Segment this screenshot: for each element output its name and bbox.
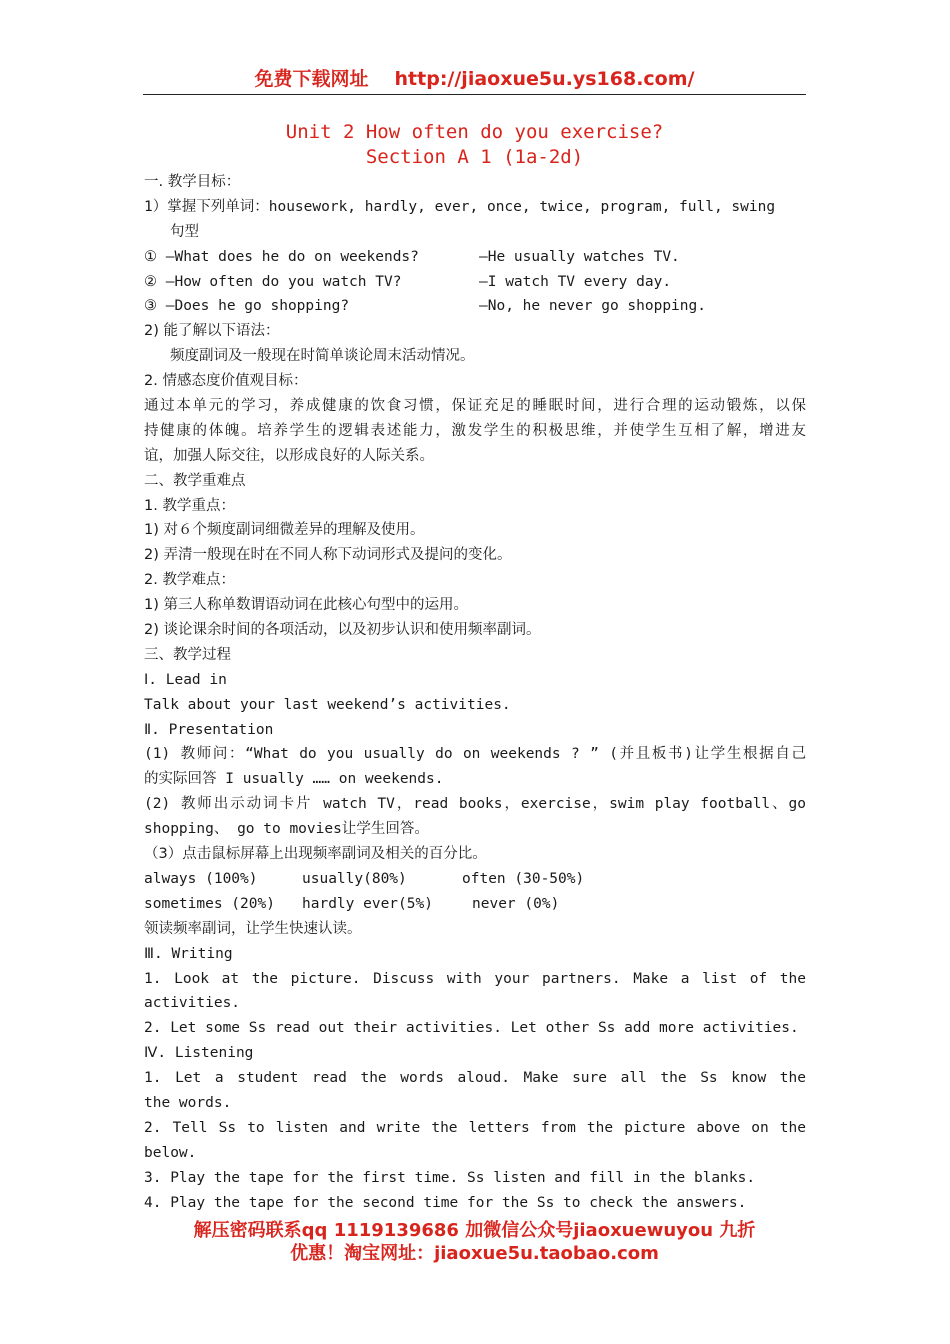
text-line: (1) 教师问：“What do you usually do on weekends ? ” (并且板书)让学生根据自己 [144, 746, 806, 763]
text-line: 1) 对６个频度副词细微差异的理解及使用。 [144, 522, 425, 539]
pattern-answer: —He usually watches TV. [479, 248, 680, 265]
step-heading: Ⅰ. Lead in [144, 671, 227, 688]
text-line: shopping、 go to movies让学生回答。 [144, 821, 429, 838]
text-line: below. [144, 1144, 197, 1161]
text-line: 2. Let some Ss read out their activities. Let other Ss add more activities. [144, 1020, 799, 1037]
document-subtitle: Section A 1 (1a-2d) [365, 146, 584, 168]
text-line: 领读频率副词，让学生快速认读。 [144, 920, 362, 937]
step-heading: Ⅱ. Presentation [144, 721, 274, 738]
text-line: 2) 谈论课余时间的各项活动，以及初步认识和使用频率副词。 [144, 622, 541, 639]
frequency-item: usually(80%) [302, 870, 407, 887]
frequency-item: never (0%) [472, 895, 560, 912]
pattern-question: ① —What does he do on weekends? [144, 248, 419, 265]
text-line: the words. [144, 1094, 232, 1111]
section-heading: 三、教学过程 [144, 646, 231, 663]
text-line: 1. Look at the picture. Discuss with your partners. Make a list of the [144, 970, 806, 987]
text-line: 持健康的体魄。培养学生的逻辑表述能力，激发学生的积极思维，并使学生互相了解，增进友 [144, 422, 806, 439]
document-title: Unit 2 How often do you exercise? [285, 121, 664, 143]
text-line: activities. [144, 995, 241, 1012]
header-divider [143, 94, 806, 95]
footer-promo-line1: 解压密码联系qq 1119139686 加微信公众号jiaoxuewuyou 九折 [193, 1220, 756, 1241]
sentence-pattern-row [144, 245, 806, 270]
page-header [143, 66, 806, 92]
text-line: 2) 能了解以下语法： [144, 323, 280, 340]
text-line: 通过本单元的学习，养成健康的饮食习惯，保证充足的睡眠时间，进行合理的运动锻炼，以保 [144, 398, 806, 415]
text-line: 1. 教学重点： [144, 497, 235, 514]
text-line: 句型 [170, 223, 199, 240]
text-line: 一. 教学目标： [144, 174, 241, 190]
footer-promo-line2: 优惠！淘宝网址：jiaoxue5u.taobao.com [290, 1243, 659, 1264]
step-heading: Ⅲ. Writing [144, 945, 233, 962]
header-url-link[interactable]: http://jiaoxue5u.ys168.com/ [394, 68, 695, 90]
text-line: 1. Let a student read the words aloud. Make sure all the Ss know the [144, 1070, 806, 1087]
frequency-item: always (100%) [144, 870, 258, 887]
text-line: 频度副词及一般现在时简单谈论周末活动情况。 [170, 348, 475, 365]
text-line: Talk about your last weekend’s activities. [144, 696, 511, 713]
text-line: 3. Play the tape for the first time. Ss listen and fill in the blanks. [144, 1169, 756, 1186]
text-line: 1) 第三人称单数谓语动词在此核心句型中的运用。 [144, 597, 468, 614]
text-line: 2. 情感态度价值观目标： [144, 373, 308, 390]
text-line: 2) 弄清一般现在时在不同人称下动词形式及提问的变化。 [144, 547, 512, 564]
text-line: 的实际回答 I usually …… on weekends. [144, 771, 444, 788]
step-heading: Ⅳ. Listening [144, 1045, 254, 1062]
document-body [144, 170, 806, 1215]
text-line: 4. Play the tape for the second time for the Ss to check the answers. [144, 1194, 747, 1211]
frequency-item: sometimes (20%) [144, 895, 275, 912]
frequency-row [144, 867, 806, 892]
section-heading: 二、教学重难点 [144, 472, 246, 489]
pattern-answer: —I watch TV every day. [479, 273, 672, 290]
frequency-item: hardly ever(5%) [302, 895, 433, 912]
frequency-item: often (30-50%) [462, 870, 585, 887]
text-line: 谊，加强人际交往，以形成良好的人际关系。 [144, 447, 434, 464]
pattern-question: ② —How often do you watch TV? [144, 273, 402, 290]
text-line: 2. Tell Ss to listen and write the letters from the picture above on the [144, 1119, 806, 1136]
text-line: (2) 教师出示动词卡片 watch TV，read books，exercise，swim play football、go [144, 796, 806, 813]
pattern-answer: —No, he never go shopping. [479, 298, 706, 315]
text-line: 2. 教学难点： [144, 572, 235, 589]
sentence-pattern-row [144, 270, 806, 295]
frequency-row [144, 892, 806, 917]
header-label: 免费下载网址 [254, 68, 369, 90]
sentence-pattern-row [144, 294, 806, 319]
text-line: （3）点击鼠标屏幕上出现频率副词及相关的百分比。 [144, 846, 487, 863]
pattern-question: ③ —Does he go shopping? [144, 298, 350, 315]
text-line: 1）掌握下列单词：housework, hardly, ever, once, twice, program, full, swing [144, 198, 776, 215]
